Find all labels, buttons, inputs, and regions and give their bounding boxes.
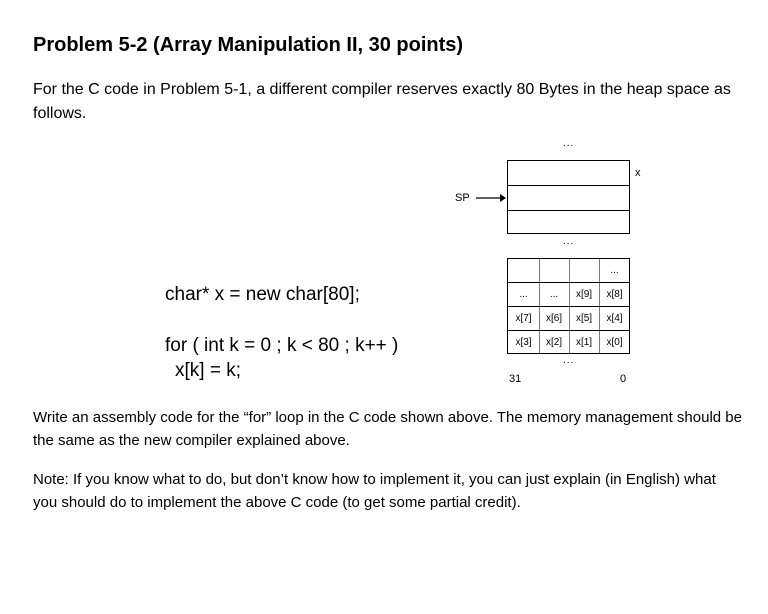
bit-low-label: 0 <box>620 373 627 385</box>
heap-array-grid <box>507 258 630 354</box>
heap-cell: x[4] <box>606 313 623 324</box>
sp-label: SP <box>455 192 470 204</box>
heap-cell <box>569 259 599 282</box>
heap-cell: ... <box>519 289 528 300</box>
heap-cell <box>539 259 569 282</box>
stack-frame <box>507 160 630 234</box>
stack-top-ellipsis: ... <box>563 138 575 149</box>
x-pointer-label: x <box>635 167 641 179</box>
heap-cell: ... <box>549 289 559 300</box>
note-text: Note: If you know what to do, but don’t know how to implement it, you can just explain (in English) what you should do to implement the above C code (to get some partial credit). <box>33 471 716 511</box>
task-text: Write an assembly code for the “for” loop in the C code shown above. The memory management should be the same as the new compiler explained above. <box>33 409 742 449</box>
bit-high-label: 31 <box>509 373 522 385</box>
sp-arrow-icon <box>476 193 506 203</box>
heap-cell <box>508 259 539 282</box>
heap-bottom-ellipsis: ... <box>563 355 575 366</box>
problem-title: Problem 5-2 (Array Manipulation II, 30 points) <box>33 34 464 56</box>
problem-intro: For the C code in Problem 5-1, a different compiler reserves exactly 80 Bytes in the heap space as follows. <box>33 81 731 122</box>
heap-cell: x[7] <box>515 313 532 324</box>
heap-cell: x[1] <box>575 337 593 348</box>
heap-cell: x[8] <box>606 289 623 300</box>
heap-cell: x[6] <box>545 313 563 324</box>
heap-cell: x[3] <box>515 337 532 348</box>
heap-cell: x[9] <box>575 289 593 300</box>
heap-cell: x[0] <box>606 337 623 348</box>
code-line-for: for ( int k = 0 ; k < 80 ; k++ ) <box>165 335 399 356</box>
heap-cell: x[2] <box>545 337 563 348</box>
heap-cell: ... <box>610 265 619 276</box>
code-line-body: x[k] = k; <box>175 360 241 381</box>
heap-cell: x[5] <box>575 313 593 324</box>
code-line-alloc: char* x = new char[80]; <box>165 284 360 305</box>
stack-mid-ellipsis: ... <box>563 236 575 247</box>
